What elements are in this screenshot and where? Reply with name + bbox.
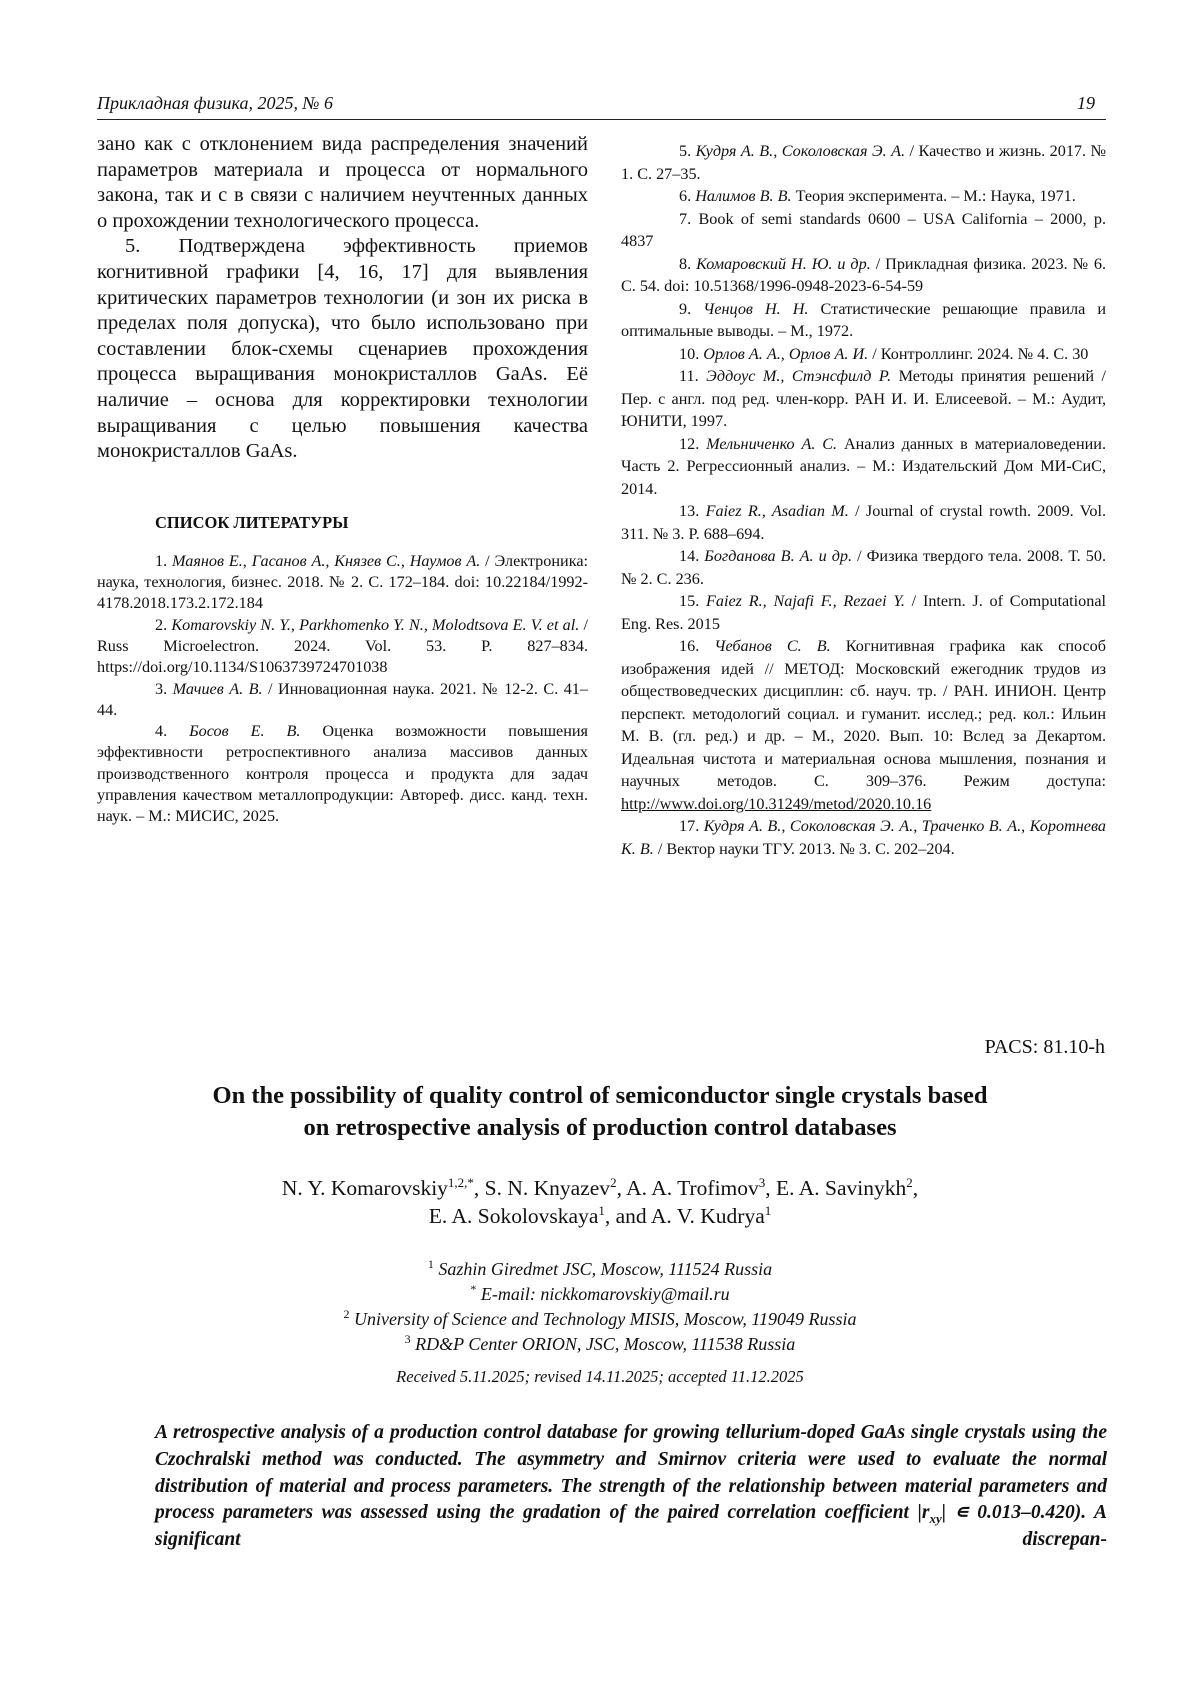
authors-line-2: E. A. Sokolovskaya$^1$, and A. V. Kudrya$^1$ xyxy=(428,1202,772,1228)
reference-item: 6. Налимов В. В. Теория эксперимента. – М.: Наука, 1971. xyxy=(679,187,1076,205)
reference-item: 7. Book of semi standards 0600 – USA California – 2000, p. 4837 xyxy=(621,209,1107,250)
pacs-code: PACS: 81.10-h xyxy=(984,1036,1105,1058)
abstract: A retrospective analysis of a production control database for growing tellurium-doped GaAs single crystals using the Czochralski method was conducted. The asymmetry and Smirnov criteria were used to evaluate the normal distribution of material and process parameters. The strength of the relationship between material parameters and process parameters was assessed using the gradation of the paired correlation coefficient $|r_{xy}|$ ∊ 0.013–0.420). A significant discrepan- xyxy=(155,1422,1107,1551)
reference-item: 13. Faiez R., Asadian M. / Journal of crystal rowth. 2009. Vol. 311. № 3. P. 688–694. xyxy=(621,502,1107,543)
reference-item: 5. Кудря А. В., Соколовская Э. А. / Качество и жизнь. 2017. № 1. С. 27–35. xyxy=(621,142,1106,183)
reference-item: 2. Komarovskiy N. Y., Parkhomenko Y. N., Molodtsova E. V. et al. / Russ Microelectron. 2024. Vol. 53. P. 827–834. https://doi.org/10.1134/S1063739724701038 xyxy=(97,615,588,677)
reference-item: 11. Эддоус М., Стэнсфилд Р. Методы принятия решений / Пер. с англ. под ред. член-корр. РАН И. И. Елисеевой. – М.: Аудит, ЮНИТИ, 1997. xyxy=(621,367,1107,430)
reference-item: 1. Маянов Е., Гасанов А., Князев С., Наумов А. / Электроника: наука, технология, бизнес. 2018. № 2. С. 172–184. doi: 10.22184/1992-4178.2018.173.2.172.184 xyxy=(97,551,589,613)
body-paragraph-continuation: зано как с отклонением вида распределения значений параметров материала и процесса от нормального закона, так и с в связи с наличием неучтенных данных о прохождении технологического процесса. xyxy=(97,133,588,232)
affiliations xyxy=(100,1257,1100,1357)
references-title: СПИСОК ЛИТЕРАТУРЫ xyxy=(155,512,349,532)
reference-item: 14. Богданова В. А. и др. / Физика твердого тела. 2008. Т. 50. № 2. С. 236. xyxy=(621,547,1107,588)
affiliation-2: $^2$ University of Science and Technology MISIS, Moscow, 119049 Russia xyxy=(343,1307,857,1329)
english-title xyxy=(100,1080,1100,1144)
title-line-1: On the possibility of quality control of semiconductor single crystals based xyxy=(212,1082,988,1109)
reference-item: 4. Босов Е. В. Оценка возможности повышения эффективности ретроспективного анализа массивов данных производственного контроля процесса и продукта для задач управления качеством металлопродукции: Автореф. дисс. канд. техн. наук. – М.: МИСИС, 2025. xyxy=(97,722,588,826)
received-dates: Received 5.11.2025; revised 14.11.2025; accepted 11.12.2025 xyxy=(396,1367,804,1386)
reference-item: 17. Кудря А. В., Соколовская Э. А., Траченко В. А., Коротнева К. В. / Вектор науки ТГУ. 2013. № 3. С. 202–204. xyxy=(621,817,1106,858)
page-number: 19 xyxy=(1077,93,1095,113)
right-column xyxy=(621,140,1106,860)
affiliation-3: $^3$ RD&P Center ORION, JSC, Moscow, 111538 Russia xyxy=(404,1332,796,1354)
reference-item: 15. Faiez R., Najafi F., Rezaei Y. / Intern. J. of Computational Eng. Res. 2015 xyxy=(621,592,1107,633)
author-list xyxy=(100,1174,1100,1230)
affiliation-1: $^1$ Sazhin Giredmet JSC, Moscow, 111524 Russia xyxy=(427,1257,773,1279)
left-column xyxy=(97,132,588,828)
email: * E-mail: nickkomarovskiy@mail.ru xyxy=(470,1282,730,1304)
title-line-2: on retrospective analysis of production control databases xyxy=(303,1114,897,1141)
header-rule xyxy=(97,119,1106,120)
reference-item: 16. Чебанов С. В. Когнитивная графика как способ изображения идей // МЕТОД: Московский ежегодник трудов из обществоведческих дисциплин: сб. науч. тр. / РАН. ИНИОН. Центр перспект. методологий социал. и гуманит. исслед.; ред. кол.: Ильин М. В. (гл. ред.) и др. – М., 2020. Вып. 10: Вслед за Декартом. Идеальная чистота и материальная основа мышления, познания и научных методов. С. 309–376. Режим доступа: http://www.doi.org/10.31249/metod/2020.10.16 xyxy=(621,637,1107,813)
reference-item: 9. Ченцов Н. Н. Статистические решающие правила и оптимальные выводы. – М., 1972. xyxy=(621,299,1106,340)
reference-item: 8. Комаровский Н. Ю. и др. / Прикладная физика. 2023. № 6. С. 54. doi: 10.51368/1996-0948-2023-6-54-59 xyxy=(621,254,1106,295)
reference-item: 10. Орлов А. А., Орлов А. И. / Контроллинг. 2024. № 4. С. 30 xyxy=(679,344,1089,363)
reference-link[interactable]: http://www.doi.org/10.31249/metod/2020.10.16 xyxy=(621,794,932,813)
authors-line-1: N. Y. Komarovskiy$^{1,2,*}$, S. N. Knyazev$^2$, A. A. Trofimov$^3$, E. A. Savinykh$^2$, xyxy=(281,1174,919,1200)
references-list-left xyxy=(97,551,588,828)
reference-item: 12. Мельниченко А. С. Анализ данных в материаловедении. Часть 2. Регрессионный анализ. – М.: Издательский Дом МИ-СиС, 2014. xyxy=(621,434,1107,498)
body-paragraph-conclusion-5: 5. Подтверждена эффективность приемов когнитивной графики [4, 16, 17] для выявления критических параметров технологии (и зон их риска в пределах поля допуска), что было использовано при составлении блок-схемы сценариев прохождения процесса выращивания монокристаллов GaAs. Её наличие – основа для корректировки технологии выращивания с целью повышения качества монокристаллов GaAs. xyxy=(97,235,588,463)
journal-header: Прикладная физика, 2025, № 6 xyxy=(97,93,333,113)
reference-item: 3. Мачиев А. В. / Инновационная наука. 2021. № 12-2. С. 41–44. xyxy=(97,679,588,719)
